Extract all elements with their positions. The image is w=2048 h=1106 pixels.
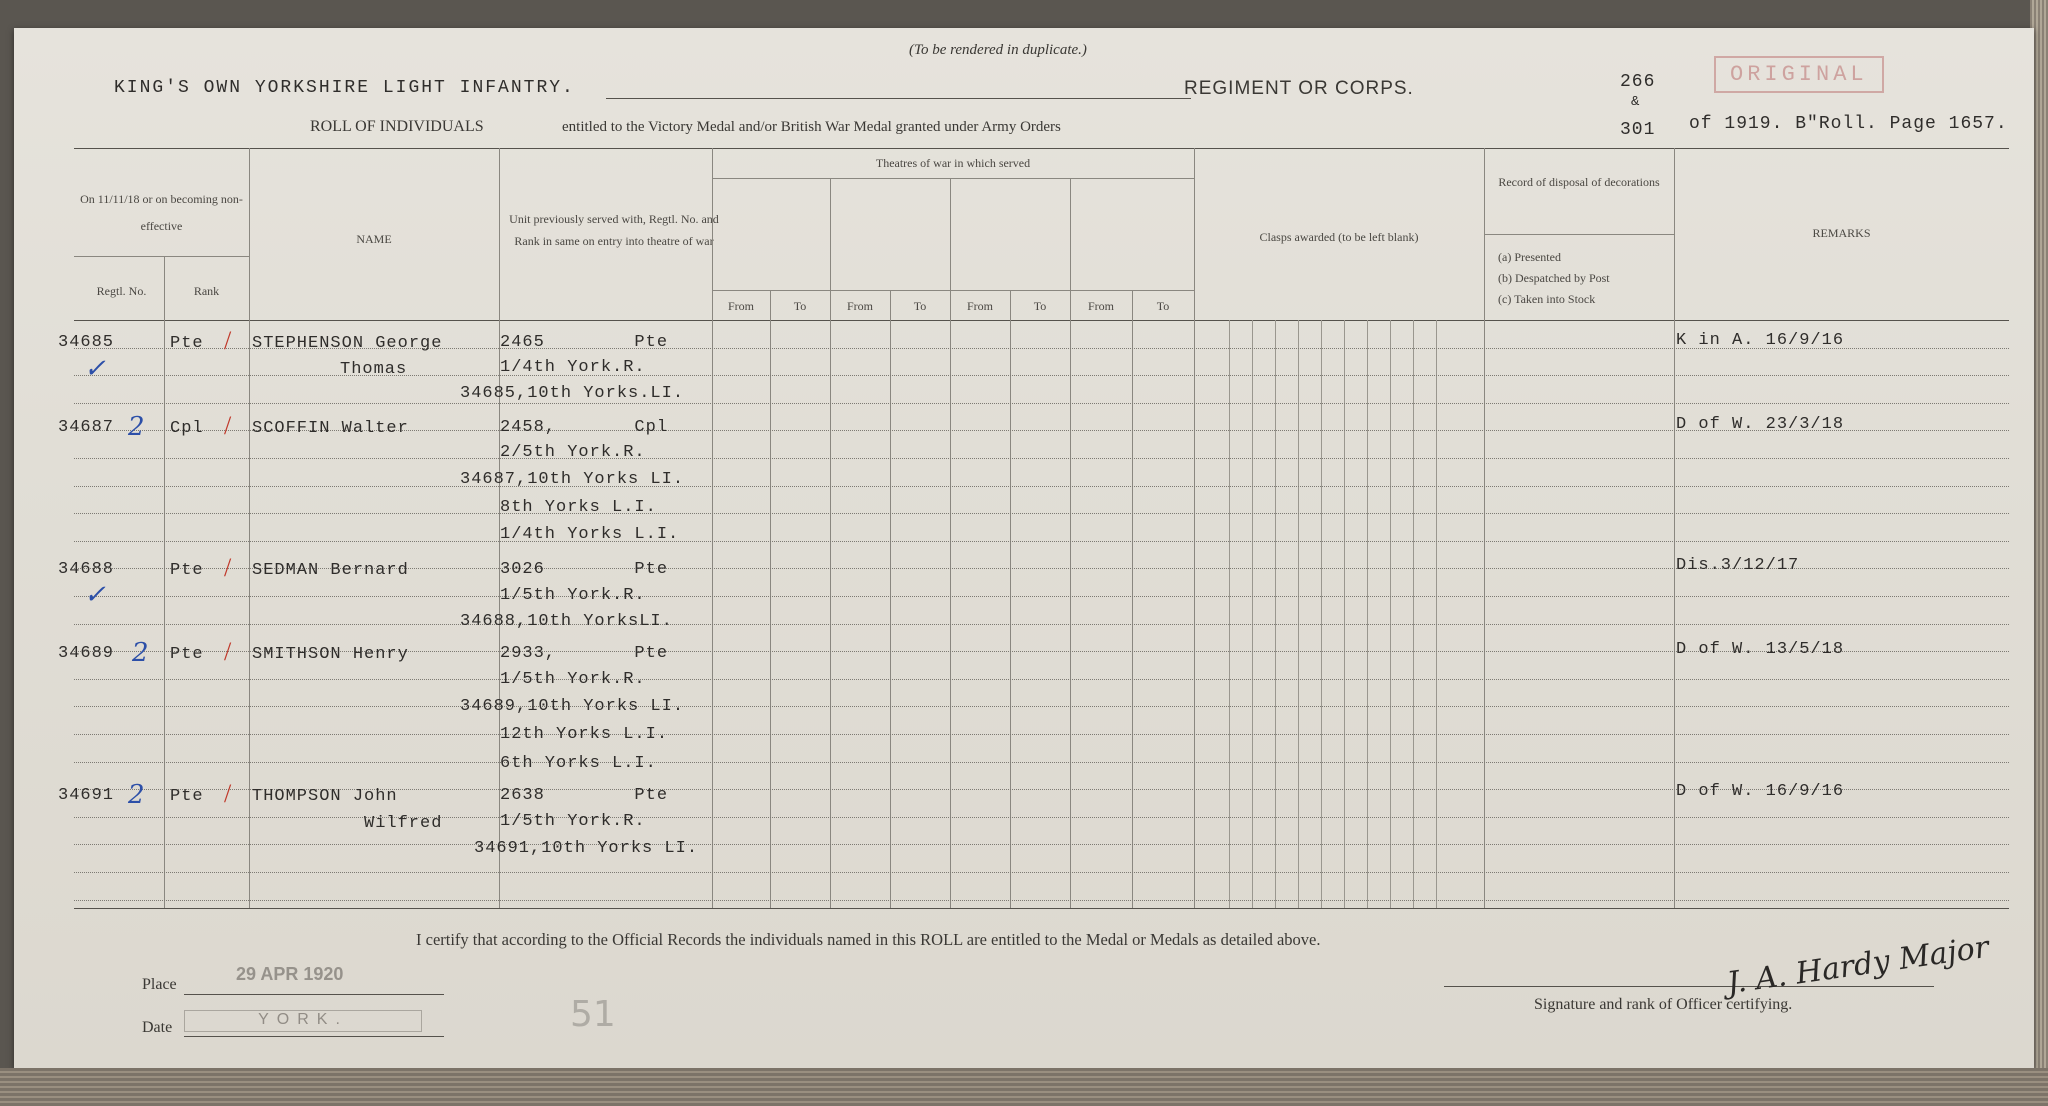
row-rule <box>74 458 2009 459</box>
roll-page <box>14 28 2034 1068</box>
unit-line: 2933, Pte <box>500 644 669 663</box>
regtl-no: 34687 <box>58 418 115 437</box>
regtl-no: 34685 <box>58 333 115 352</box>
red-tick: / <box>224 637 232 666</box>
red-tick: / <box>224 779 232 808</box>
col-line <box>249 148 250 908</box>
clasp-column-line <box>1275 320 1276 908</box>
col-line <box>1132 290 1133 908</box>
table-top-rule <box>74 148 2009 149</box>
unit-line: 3026 Pte <box>500 560 669 579</box>
row-rule <box>74 596 2009 597</box>
clasps-header: Clasps awarded (to be left blank) <box>1259 230 1419 244</box>
unit-line: 6th Yorks L.I. <box>500 754 657 773</box>
original-stamp: ORIGINAL <box>1714 56 1884 93</box>
col-line <box>1484 148 1485 908</box>
officer-signature: J. A. Hardy Major <box>1724 929 1992 1002</box>
clasp-column-line <box>1436 320 1437 908</box>
from-2: From <box>846 299 873 313</box>
to-4: To <box>1156 299 1170 313</box>
regiment-typed: KING'S OWN YORKSHIRE LIGHT INFANTRY. <box>114 78 575 98</box>
rank: Pte <box>170 334 204 353</box>
unit-line: 34688,10th YorksLI. <box>460 612 673 631</box>
to-2: To <box>913 299 927 313</box>
rank-header: Rank <box>193 284 220 298</box>
regtl-no: 34691 <box>58 786 115 805</box>
unit-line: 1/5th York.R. <box>500 812 646 831</box>
row-rule <box>74 541 2009 542</box>
row-rule <box>74 706 2009 707</box>
regiment-label: REGIMENT OR CORPS. <box>1184 78 1414 99</box>
clasp-column-line <box>1321 320 1322 908</box>
rank: Pte <box>170 561 204 580</box>
pencil-note: 51 <box>570 994 616 1035</box>
certify-text: I certify that according to the Official Records the individuals named in this ROLL are entitled to the Medal or Medals as detailed above. <box>416 930 1321 949</box>
disposal-header: Record of disposal of decorations <box>1498 175 1660 189</box>
from-3: From <box>966 299 993 313</box>
red-tick: / <box>224 553 232 582</box>
from-1: From <box>727 299 754 313</box>
col-line <box>712 148 713 908</box>
row-rule <box>74 513 2009 514</box>
name-line-1: SCOFFIN Walter <box>252 419 409 438</box>
col-line <box>1010 290 1011 908</box>
clasp-column-line <box>1413 320 1414 908</box>
unit-line: 1/5th York.R. <box>500 586 646 605</box>
name-line-1: SMITHSON Henry <box>252 645 409 664</box>
regtl-no-header: Regtl. No. <box>96 284 147 298</box>
qualifier-mark: 2 <box>132 638 149 668</box>
page-range-top: 266 <box>1620 72 1656 92</box>
row-rule <box>74 872 2009 873</box>
remark: D of W. 16/9/16 <box>1676 782 1845 801</box>
effective-divider <box>74 256 249 257</box>
signature-line <box>1444 986 1934 987</box>
unit-line: 34691,10th Yorks LI. <box>474 839 699 858</box>
name-line-1: THOMPSON John <box>252 787 398 806</box>
unit-header: Unit previously served with, Regtl. No. and Rank in same on entry into theatre of war <box>509 212 719 248</box>
qualifier-mark: 2 <box>128 780 145 810</box>
clasp-column-line <box>1252 320 1253 908</box>
row-rule <box>74 403 2009 404</box>
remark: D of W. 13/5/18 <box>1676 640 1845 659</box>
red-tick: / <box>224 326 232 355</box>
name-line-1: SEDMAN Bernard <box>252 561 409 580</box>
row-rule <box>74 844 2009 845</box>
unit-line: 12th Yorks L.I. <box>500 725 669 744</box>
row-rule <box>74 679 2009 680</box>
unit-line: 1/5th York.R. <box>500 670 646 689</box>
from-to-divider <box>712 290 1194 291</box>
unit-line: 1/4th York.R. <box>500 358 646 377</box>
unit-line: 8th Yorks L.I. <box>500 498 657 517</box>
unit-line: 1/4th Yorks L.I. <box>500 525 680 544</box>
unit-line: 2/5th York.R. <box>500 443 646 462</box>
tick-mark: ✓ <box>84 354 106 384</box>
table-header-rule <box>74 320 2009 321</box>
name-line-1: STEPHENSON George <box>252 334 443 353</box>
remark: D of W. 23/3/18 <box>1676 415 1845 434</box>
page-range-bottom: 301 <box>1620 120 1656 140</box>
place-label: Place <box>142 976 177 993</box>
effective-header: On 11/11/18 or on becoming non-effective <box>80 192 243 233</box>
disposal-divider <box>1484 234 1674 235</box>
col-line <box>890 290 891 908</box>
col-line <box>1674 148 1675 908</box>
name-line-2: Thomas <box>340 360 408 379</box>
book-edge-bottom <box>0 1068 2048 1106</box>
to-3: To <box>1033 299 1047 313</box>
unit-line: 34687,10th Yorks LI. <box>460 470 685 489</box>
disposal-b: (b) Despatched by Post <box>1498 271 1610 285</box>
theatres-header: Theatres of war in which served <box>875 156 1031 170</box>
table-bottom-rule <box>74 908 2009 909</box>
rank: Pte <box>170 645 204 664</box>
disposal-c: (c) Taken into Stock <box>1498 292 1596 306</box>
to-1: To <box>793 299 807 313</box>
row-rule <box>74 734 2009 735</box>
date-stamp: 29 APR 1920 <box>236 964 344 984</box>
unit-line: 34685,10th Yorks.LI. <box>460 384 685 403</box>
rank: Pte <box>170 787 204 806</box>
roll-reference: of 1919. B"Roll. Page 1657. <box>1689 114 2008 134</box>
place-stamp: YORK. <box>184 1010 422 1032</box>
page-range-amp: & <box>1631 94 1641 110</box>
disposal-a: (a) Presented <box>1498 250 1561 264</box>
date-line <box>184 1036 444 1037</box>
col-line <box>770 290 771 908</box>
row-rule <box>74 762 2009 763</box>
rank: Cpl <box>170 419 204 438</box>
tick-mark: ✓ <box>84 580 106 610</box>
duplicate-note: (To be rendered in duplicate.) <box>909 42 1087 58</box>
place-line <box>184 994 444 995</box>
col-line <box>950 178 951 908</box>
col-line <box>1070 178 1071 908</box>
clasp-column-line <box>1390 320 1391 908</box>
roll-subtitle: entitled to the Victory Medal and/or British War Medal granted under Army Orders <box>562 119 1061 135</box>
unit-line: 34689,10th Yorks LI. <box>460 697 685 716</box>
clasp-column-line <box>1229 320 1230 908</box>
unit-line: 2638 Pte <box>500 786 669 805</box>
qualifier-mark: 2 <box>128 412 145 442</box>
unit-line: 2465 Pte <box>500 333 669 352</box>
col-line <box>164 256 165 908</box>
col-line <box>1194 148 1195 908</box>
remarks-header: REMARKS <box>1812 226 1871 240</box>
remark: Dis.3/12/17 <box>1676 556 1800 575</box>
regiment-underline <box>606 98 1191 99</box>
name-header: NAME <box>356 232 392 246</box>
row-rule <box>74 486 2009 487</box>
unit-line: 2458, Cpl <box>500 418 669 437</box>
signature-label: Signature and rank of Officer certifying. <box>1534 996 1793 1013</box>
clasp-column-line <box>1367 320 1368 908</box>
clasp-column-line <box>1344 320 1345 908</box>
row-rule <box>74 900 2009 901</box>
theatres-divider <box>712 178 1194 179</box>
date-label: Date <box>142 1019 173 1036</box>
regtl-no: 34688 <box>58 560 115 579</box>
name-line-2: Wilfred <box>364 814 443 833</box>
col-line <box>830 178 831 908</box>
roll-title: ROLL OF INDIVIDUALS <box>310 118 484 135</box>
from-4: From <box>1087 299 1114 313</box>
regtl-no: 34689 <box>58 644 115 663</box>
row-rule <box>74 624 2009 625</box>
clasp-column-line <box>1298 320 1299 908</box>
red-tick: / <box>224 411 232 440</box>
remark: K in A. 16/9/16 <box>1676 331 1845 350</box>
